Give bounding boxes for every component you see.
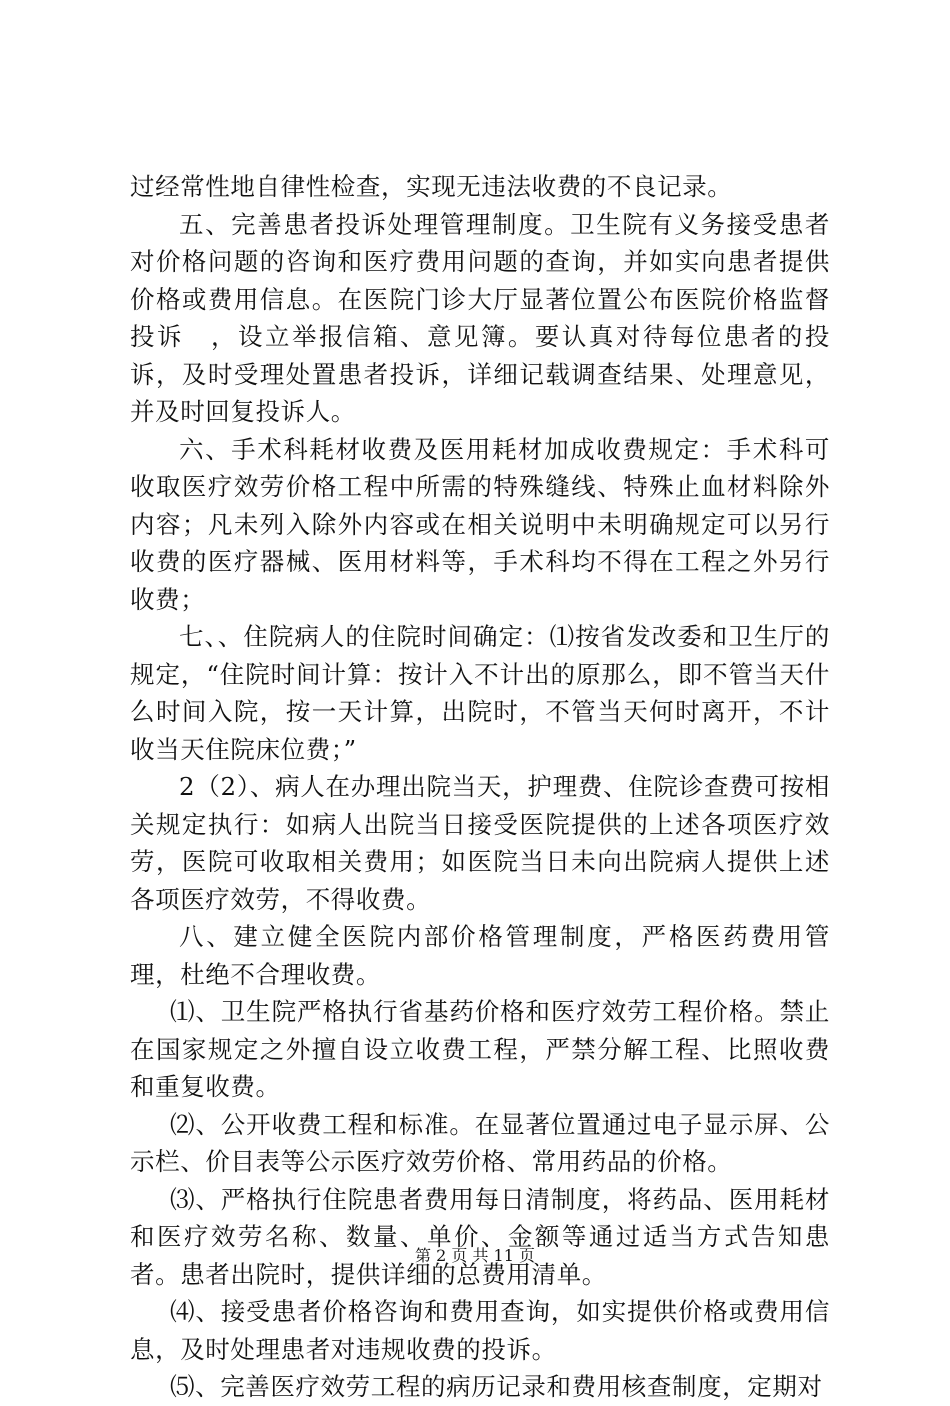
paragraph-section-6: 六、手术科耗材收费及医用耗材加成收费规定：手术科可收取医疗效劳价格工程中所需的特殊缝线、特殊止血材料除外内容；凡未列入除外内容或在相关说明中未明确规定可以另行收费的医疗器械、医用材料等，手术科均不得在工程之外另行收费； xyxy=(130,434,830,614)
paragraph-section-7-item-2: 2（2）、病人在办理出院当天，护理费、住院诊查费可按相关规定执行：如病人出院当日接受医院提供的上述各项医疗效劳，医院可收取相关费用；如医院当日未向出院病人提供上述各项医疗效劳，不得收费。 xyxy=(130,772,830,914)
paragraph-continuation: 过经常性地自律性检查，实现无违法收费的不良记录。 xyxy=(130,172,733,201)
paragraph-item-3: ⑶、严格执行住院患者费用每日清制度，将药品、医用耗材和医疗效劳名称、数量、单价、金额等通过适当方式告知患者。患者出院时，提供详细的总费用清单。 xyxy=(130,1184,830,1289)
paragraph-section-7: 七、、住院病人的住院时间确定：⑴按省发改委和卫生厅的规定，“住院时间计算：按计入不计出的原那么，即不管当天什么时间入院，按一天计算，出院时，不管当天何时离开，不计收当天住院床位费；” xyxy=(130,622,830,764)
paragraph-item-1: ⑴、卫生院严格执行省基药价格和医疗效劳工程价格。禁止在国家规定之外擅自设立收费工程，严禁分解工程、比照收费和重复收费。 xyxy=(130,997,830,1101)
paragraph-section-8: 八、建立健全医院内部价格管理制度，严格医药费用管理，杜绝不合理收费。 xyxy=(130,922,830,989)
paragraph-item-4: ⑷、接受患者价格咨询和费用查询，如实提供价格或费用信息，及时处理患者对违规收费的投诉。 xyxy=(130,1297,830,1364)
paragraph-item-2: ⑵、公开收费工程和标准。在显著位置通过电子显示屏、公示栏、价目表等公示医疗效劳价格、常用药品的价格。 xyxy=(130,1109,830,1176)
document-body xyxy=(130,168,830,1406)
paragraph-section-5: 五、完善患者投诉处理管理制度。卫生院有义务接受患者对价格问题的咨询和医疗费用问题的查询，并如实向患者提供价格或费用信息。在医院门诊大厅显著位置公布医院价格监督投诉 ，设立举报信箱、意见簿。要认真对待每位患者的投诉，及时受理处置患者投诉，详细记载调查结果、处理意见，并及时回复投诉人。 xyxy=(130,209,830,426)
page-number-footer: 第 2 页 共 11 页 xyxy=(415,1246,535,1265)
paragraph-item-5: ⑸、完善医疗效劳工程的病历记录和费用核查制度，定期对 xyxy=(170,1372,823,1401)
